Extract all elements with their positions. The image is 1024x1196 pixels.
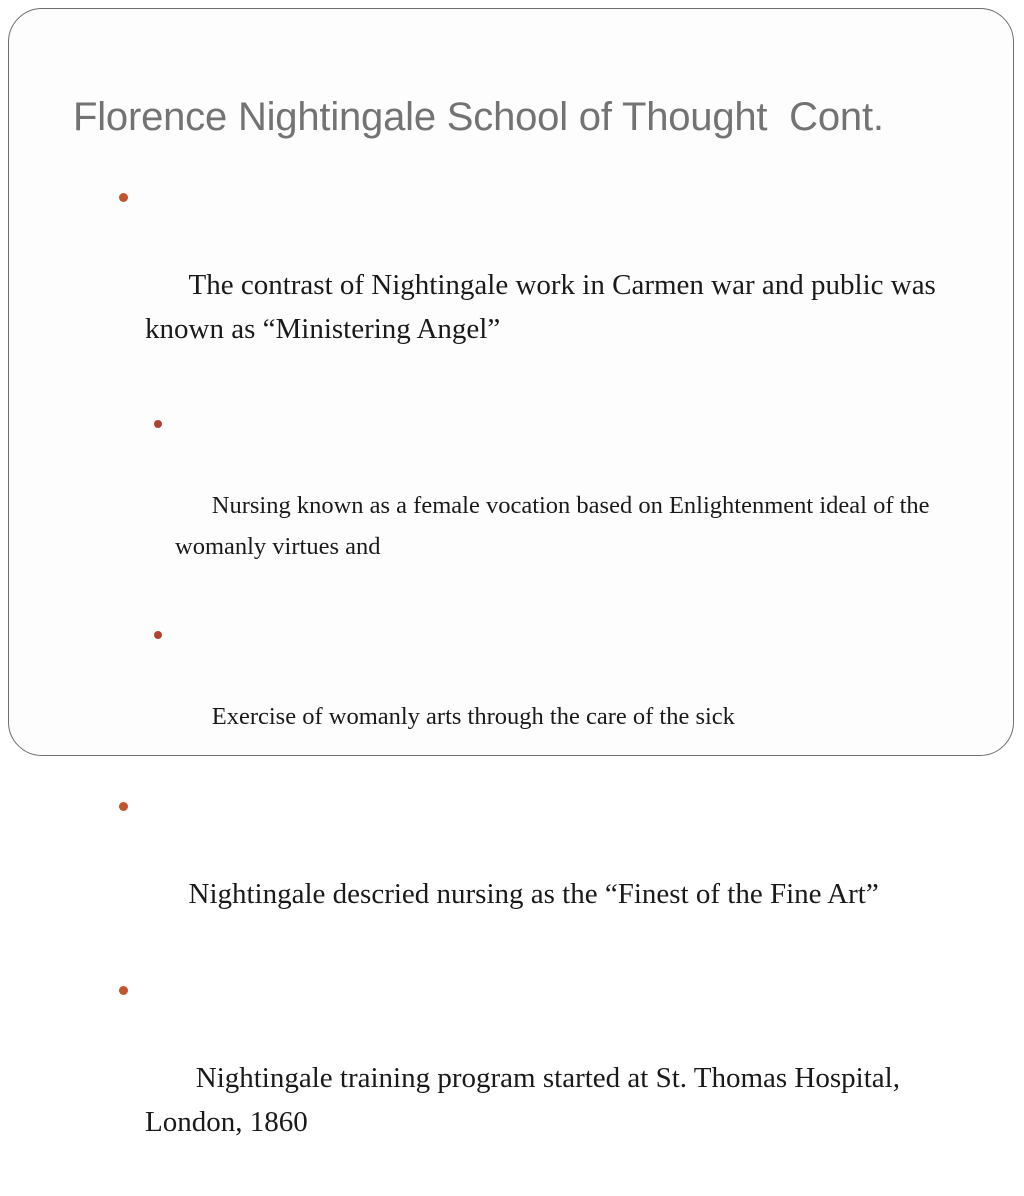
bullet-item-2 [117,784,977,960]
bullet-dot-icon [119,986,128,995]
sub-bullet-item-2 [153,614,977,778]
sub-bullet-dot-icon [154,420,162,428]
sub-bullet-text: Exercise of womanly arts through the care of the sick [211,703,735,730]
bullet-text: Nightingale descried nursing as the “Finest of the Fine Art” [188,878,879,910]
bullet-dot-icon [119,193,128,202]
sub-bullet-dot-icon [154,631,162,639]
bullet-item-1 [117,175,977,395]
bullet-text: Nightingale training program started at St. Thomas Hospital, London, 1860 [145,1062,908,1138]
bullet-dot-icon [119,802,128,811]
bullet-text: The contrast of Nightingale work in Carmen war and public was known as “Ministering Angel” [145,269,944,345]
bullet-item-3 [117,968,977,1188]
slide-title: Florence Nightingale School of Thought Cont. [73,95,884,139]
slide-frame [8,8,1014,1138]
sub-bullet-item-1 [153,403,977,608]
sub-bullet-text: Nursing known as a female vocation based on Enlightenment ideal of the womanly virtues and [175,492,936,560]
bullet-list [117,175,977,1196]
